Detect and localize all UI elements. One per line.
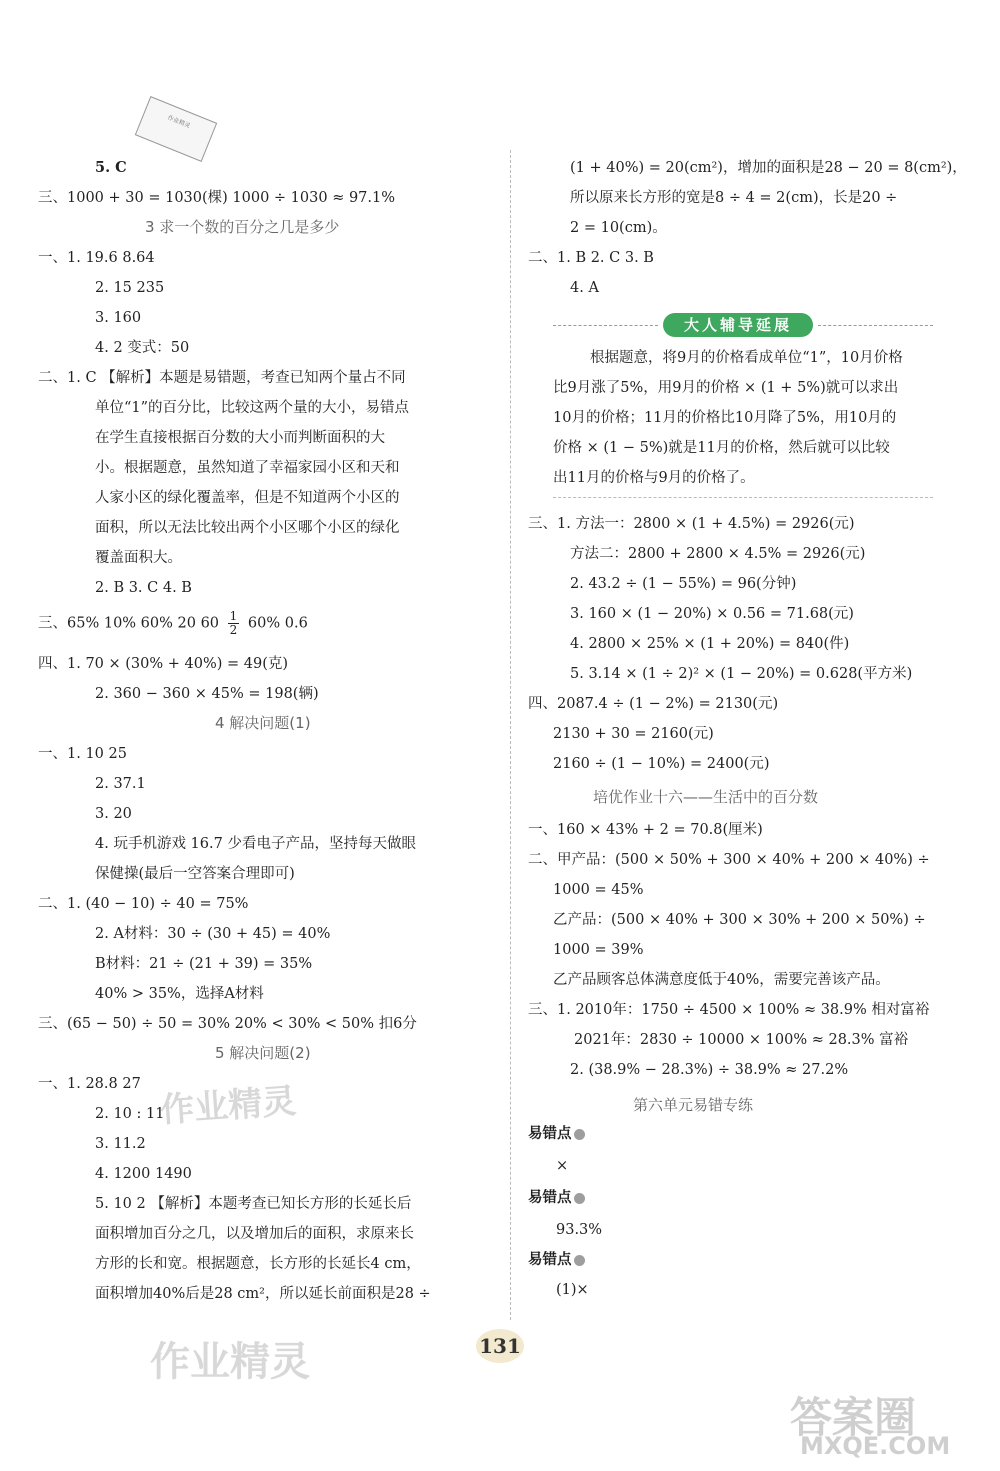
section-heading: 第六单元易错专练 xyxy=(633,1096,754,1114)
answer-line: 一、1. 28.8 27 xyxy=(38,1076,141,1092)
answer-line: 2. 15 235 xyxy=(95,280,165,296)
answer-line: 二、1. B 2. C 3. B xyxy=(528,250,654,266)
answer-line: (1)× xyxy=(556,1282,589,1298)
answer-line: 1000 = 45% xyxy=(553,882,644,898)
answer-line: 单位“1”的百分比，比较这两个量的大小，易错点 xyxy=(95,400,410,416)
answer-line: 面积增加40%后是28 cm²，所以延长前面积是28 ÷ xyxy=(95,1286,431,1302)
answer-line: 出11月的价格与9月的价格了。 xyxy=(553,470,755,486)
number-dot-icon xyxy=(574,1129,585,1140)
error-point-text: 易错点 xyxy=(528,1251,572,1268)
section-heading: 4 解决问题(1) xyxy=(215,714,311,732)
answer-line: × xyxy=(556,1158,569,1174)
watermark-corner-text: MXQE.COM xyxy=(800,1432,951,1460)
section-heading: 3 求一个数的百分之几是多少 xyxy=(145,218,340,236)
watermark-mid: 作业精灵 xyxy=(159,1081,298,1131)
answer-line: 2. 10 : 11 xyxy=(95,1106,165,1122)
answer-line-fraction xyxy=(38,610,308,637)
answer-line: 10月的价格；11月的价格比10月降了5%，用10月的 xyxy=(553,410,897,426)
answer-line: 方形的长和宽。根据题意，长方形的长延长4 cm， xyxy=(95,1256,421,1272)
answer-line: 4. 2 变式：50 xyxy=(95,340,190,356)
error-point-label xyxy=(528,1250,585,1270)
answer-line: 三、(65 − 50) ÷ 50 = 30% 20% < 30% < 50% 扣6分 xyxy=(38,1016,417,1032)
answer-line: 乙产品：(500 × 40% + 300 × 30% + 200 × 50%) ÷ xyxy=(553,912,926,928)
error-point-text: 易错点 xyxy=(528,1189,572,1206)
answer-line: 3. 160 × (1 − 20%) × 0.56 = 71.68(元) xyxy=(570,606,854,622)
answer-line: 乙产品顾客总体满意度低于40%，需要完善该产品。 xyxy=(553,972,890,988)
answer-line: 2. B 3. C 4. B xyxy=(95,580,192,596)
answer-line: 3. 160 xyxy=(95,310,142,326)
answer-line: 2. A材料：30 ÷ (30 + 45) = 40% xyxy=(95,926,331,942)
answer-line: 4. 1200 1490 xyxy=(95,1166,192,1182)
number-dot-icon xyxy=(574,1193,585,1204)
answer-line: 4. 2800 × 25% × (1 + 20%) = 840(件) xyxy=(570,636,850,652)
answer-line: 1000 = 39% xyxy=(553,942,644,958)
banner-title: 大人辅导延展 xyxy=(663,313,813,337)
answer-line: 2 = 10(cm)。 xyxy=(570,220,667,236)
answer-line: 覆盖面积大。 xyxy=(95,550,182,566)
answer-line: 3. 11.2 xyxy=(95,1136,146,1152)
answer-line: 2. (38.9% − 28.3%) ÷ 38.9% ≈ 27.2% xyxy=(570,1062,849,1078)
answer-line: 比9月涨了5%，用9月的价格 × (1 + 5%)就可以求出 xyxy=(553,380,899,396)
answer-line: 四、1. 70 × (30% + 40%) = 49(克) xyxy=(38,656,289,672)
answer-line: 一、160 × 43% + 2 = 70.8(厘米) xyxy=(528,822,763,838)
answer-line: 40% > 35%，选择A材料 xyxy=(95,986,264,1002)
banner-dash-right xyxy=(818,325,933,326)
answer-line: (1 + 40%) = 20(cm²)，增加的面积是28 − 20 = 8(cm²)， xyxy=(570,160,967,176)
answer-line: 三、1000 + 30 = 1030(棵) 1000 ÷ 1030 ≈ 97.1% xyxy=(38,190,396,206)
answer-line: 5. 10 2 【解析】本题考查已知长方形的长延长后 xyxy=(95,1196,412,1212)
column-divider xyxy=(510,150,511,1320)
answer-line: 根据题意，将9月的价格看成单位“1”，10月价格 xyxy=(590,350,903,366)
fraction-one-half xyxy=(228,610,240,637)
error-point-text: 易错点 xyxy=(528,1125,572,1142)
answer-line: 二、1. C 【解析】本题是易错题，考查已知两个量占不同 xyxy=(38,370,406,386)
answer-line: 价格 × (1 − 5%)就是11月的价格，然后就可以比较 xyxy=(553,440,890,456)
page-number-text: 131 xyxy=(479,1334,521,1358)
answer-line: 2160 ÷ (1 − 10%) = 2400(元) xyxy=(553,756,770,772)
answer-line: 一、1. 19.6 8.64 xyxy=(38,250,155,266)
banner-dash-left xyxy=(553,325,658,326)
answer-line: 面积增加百分之几，以及增加后的面积，求原来长 xyxy=(95,1226,414,1242)
answer-line: 2130 + 30 = 2160(元) xyxy=(553,726,714,742)
answer-line: 四、2087.4 ÷ (1 − 2%) = 2130(元) xyxy=(528,696,779,712)
watermark-bottom: 作业精灵 xyxy=(150,1339,310,1385)
answer-line: 小。根据题意，虽然知道了幸福家园小区和天和 xyxy=(95,460,400,476)
section-heading: 5 解决问题(2) xyxy=(215,1044,311,1062)
error-point-label xyxy=(528,1124,585,1144)
answer-line: 2021年：2830 ÷ 10000 × 100% ≈ 28.3% 富裕 xyxy=(574,1032,909,1048)
answer-line: B材料：21 ÷ (21 + 39) = 35% xyxy=(95,956,313,972)
fraction-suffix: 60% 0.6 xyxy=(247,615,308,632)
answer-line: 3. 20 xyxy=(95,806,132,822)
answer-line: 方法二：2800 + 2800 × 4.5% = 2926(元) xyxy=(570,546,866,562)
answer-line: 4. A xyxy=(570,280,599,296)
answer-line: 2. 37.1 xyxy=(95,776,146,792)
answer-line: 5. C xyxy=(95,159,127,176)
stamp-logo xyxy=(135,96,217,162)
watermark-corner-big: 答案圈 xyxy=(790,1393,917,1442)
answer-line: 93.3% xyxy=(556,1222,603,1238)
stamp-text: 作业精灵 xyxy=(166,114,192,130)
answer-line: 2. 360 − 360 × 45% = 198(辆) xyxy=(95,686,319,702)
answer-line: 2. 43.2 ÷ (1 − 55%) = 96(分钟) xyxy=(570,576,797,592)
parent-guidance-banner xyxy=(553,313,933,337)
section-rule xyxy=(553,497,933,498)
answer-line: 所以原来长方形的宽是8 ÷ 4 = 2(cm)，长是20 ÷ xyxy=(570,190,898,206)
answer-line: 面积，所以无法比较出两个小区哪个小区的绿化 xyxy=(95,520,400,536)
fraction-prefix: 三、65% 10% 60% 20 60 xyxy=(38,615,220,632)
section-heading: 培优作业十六——生活中的百分数 xyxy=(593,788,819,806)
number-dot-icon xyxy=(574,1255,585,1266)
fraction-numerator: 1 xyxy=(229,609,238,623)
page-number xyxy=(470,1325,530,1365)
answer-line: 4. 玩手机游戏 16.7 少看电子产品，坚持每天做眼 xyxy=(95,836,416,852)
answer-line: 一、1. 10 25 xyxy=(38,746,127,762)
answer-line: 二、1. (40 − 10) ÷ 40 = 75% xyxy=(38,896,249,912)
answer-line: 三、1. 方法一：2800 × (1 + 4.5%) = 2926(元) xyxy=(528,516,855,532)
answer-line: 保健操(最后一空答案合理即可) xyxy=(95,866,295,882)
error-point-label xyxy=(528,1188,585,1208)
fraction-denominator: 2 xyxy=(229,623,238,637)
answer-line: 三、1. 2010年：1750 ÷ 4500 × 100% ≈ 38.9% 相对富裕 xyxy=(528,1002,930,1018)
answer-line: 5. 3.14 × (1 ÷ 2)² × (1 − 20%) = 0.628(平方米) xyxy=(570,666,913,682)
answer-line: 二、甲产品：(500 × 50% + 300 × 40% + 200 × 40%) ÷ xyxy=(528,852,930,868)
answer-line: 人家小区的绿化覆盖率，但是不知道两个小区的 xyxy=(95,490,400,506)
answer-line: 在学生直接根据百分数的大小而判断面积的大 xyxy=(95,430,385,446)
